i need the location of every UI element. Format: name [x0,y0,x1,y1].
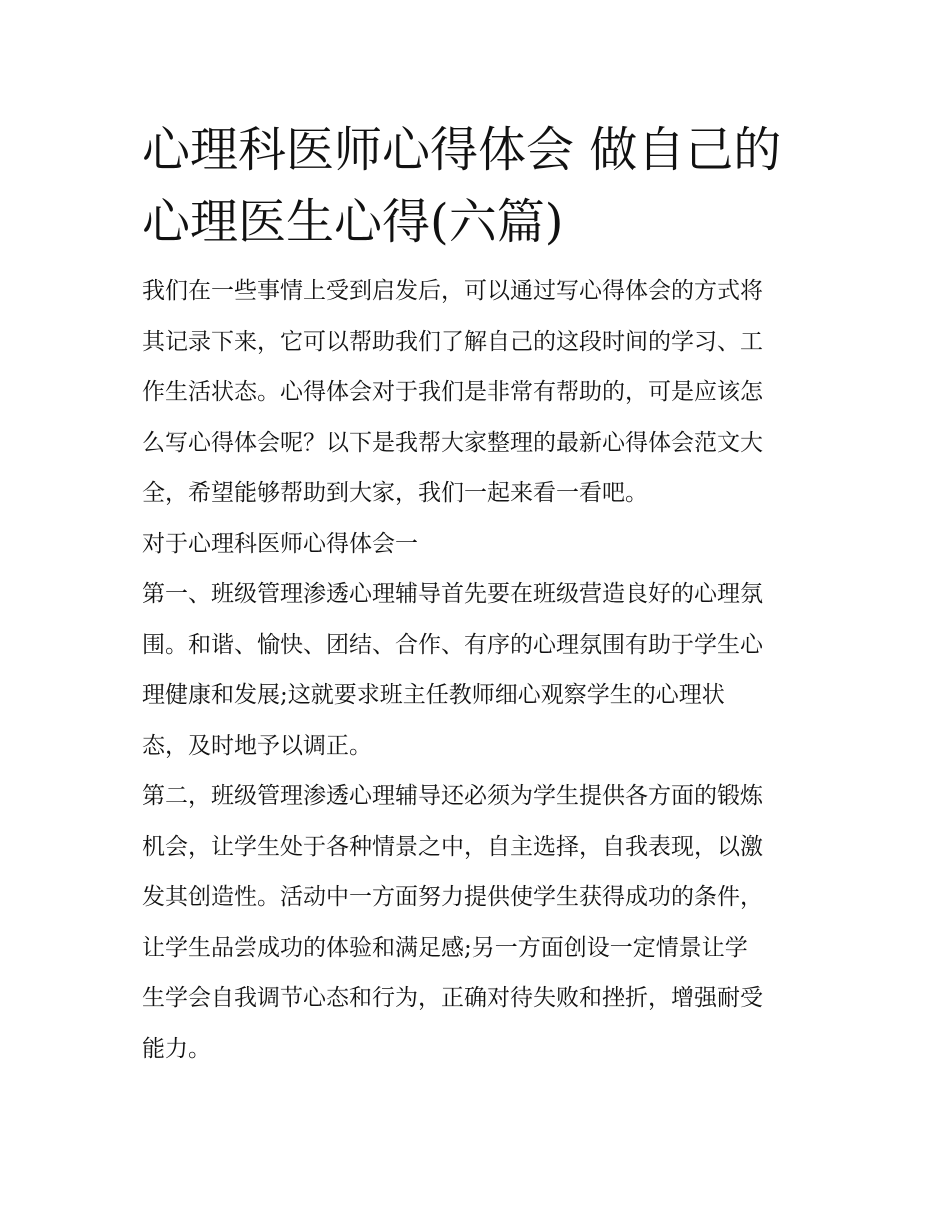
paragraph-line: 第二，班级管理渗透心理辅导还必须为学生提供各方面的锻炼 [142,783,763,809]
document-body [142,266,814,1074]
intro-line: 其记录下来，它可以帮助我们了解自己的这段时间的学习、工 [142,328,763,355]
section-heading: 对于心理科医师心得体会一 [142,530,418,557]
paragraph-line: 第一、班级管理渗透心理辅导首先要在班级营造良好的心理氛 [142,581,763,607]
paragraph-line: 理健康和发展;这就要求班主任教师细心观察学生的心理状 [142,682,725,708]
paragraph-line: 生学会自我调节心态和行为，正确对待失败和挫折，增强耐受 [142,985,763,1011]
paragraph-line: 机会，让学生处于各种情景之中，自主选择，自我表现，以激 [142,833,763,860]
paragraph-line: 发其创造性。活动中一方面努力提供使学生获得成功的条件， [142,884,763,910]
intro-line: 我们在一些事情上受到启发后，可以通过写心得体会的方式将 [142,278,763,304]
paragraph-line: 态，及时地予以调正。 [142,732,372,759]
title-line: 心理医生心得(六篇) [142,194,564,250]
intro-line: 作生活状态。心得体会对于我们是非常有帮助的，可是应该怎 [142,379,763,405]
paragraph-line: 围。和谐、愉快、团结、合作、有序的心理氛围有助于学生心 [142,631,763,658]
paragraph-line: 能力。 [142,1035,211,1062]
paragraph-line: 让学生品尝成功的体验和满足感;另一方面创设一定情景让学 [142,934,748,961]
document-title [142,114,814,258]
intro-line: 全，希望能够帮助到大家，我们一起来看一看吧。 [142,480,648,506]
intro-line: 么写心得体会呢？以下是我帮大家整理的最新心得体会范文大 [142,429,763,456]
title-line: 心理科医师心得体会 做自己的 [142,122,782,178]
document-content [142,114,814,1074]
